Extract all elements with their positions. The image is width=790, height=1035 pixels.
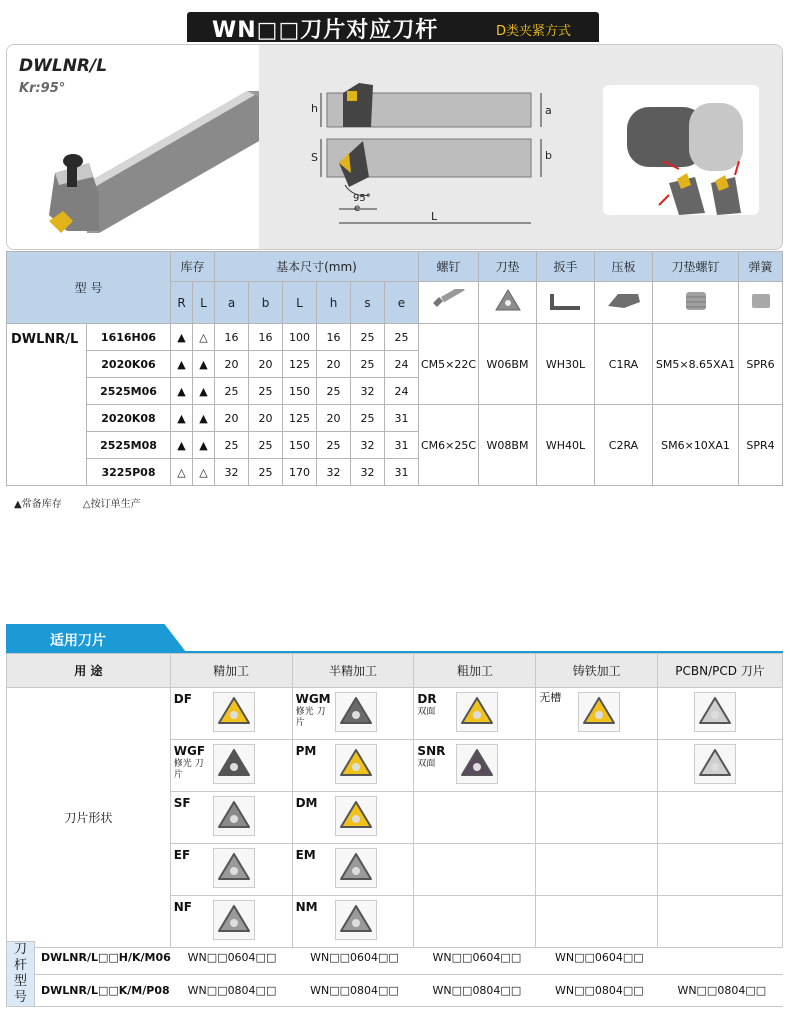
insert-cell: [170, 844, 292, 896]
table-row-code: 2525M06: [87, 378, 171, 405]
holder-insert-cell: WN□□0804□□: [171, 974, 293, 1007]
approach-angle: Kr:95°: [19, 81, 66, 96]
insert-image: [456, 692, 498, 732]
table-row-code: 2020K08: [87, 405, 171, 432]
part-header-clamp: 压板: [595, 252, 653, 282]
shape-row-label: 刀片形状: [7, 688, 171, 948]
insert-image: [213, 744, 255, 784]
part-header-shim-screw: 刀垫螺钉: [653, 252, 739, 282]
model-header: 型 号: [7, 252, 171, 324]
holder-insert-cell: WN□□0604□□: [171, 942, 293, 975]
col-cast-iron: 铸铁加工: [536, 654, 658, 688]
part-spring-cell: SPR6: [739, 324, 783, 405]
dim-s-header: s: [351, 282, 385, 324]
insert-cell: [658, 844, 783, 896]
part-screw-cell: CM5×22C: [419, 324, 479, 405]
tool-holder-illustration: [7, 45, 259, 250]
stock-r-cell: ▲: [171, 378, 193, 405]
holder-insert-cell: WN□□0804□□: [661, 974, 783, 1007]
dim-cell: 150: [283, 378, 317, 405]
product-photo-area: [7, 45, 259, 250]
dim-cell: 31: [385, 459, 419, 486]
stock-r-cell: ▲: [171, 324, 193, 351]
insert-shape-icon: [459, 747, 495, 781]
insert-table: [6, 653, 783, 948]
insert-cell: [414, 688, 536, 740]
holder-insert-cell: WN□□0804□□: [293, 974, 415, 1007]
table-row-code: 2020K06: [87, 351, 171, 378]
dim-cell: 100: [283, 324, 317, 351]
dim-a-label: a: [545, 104, 552, 117]
clamp-image: [595, 282, 653, 324]
insert-cell: [170, 688, 292, 740]
legend-order: △按订单生产: [82, 499, 141, 510]
dim-cell: 16: [215, 324, 249, 351]
dim-h-header: h: [317, 282, 351, 324]
dim-cell: 25: [215, 378, 249, 405]
dim-cell: 20: [249, 405, 283, 432]
dim-cell: 20: [215, 351, 249, 378]
part-screw-cell: CM6×25C: [419, 405, 479, 486]
shim-image: [479, 282, 537, 324]
dim-cell: 32: [351, 432, 385, 459]
col-finishing: 精加工: [170, 654, 292, 688]
holder-code-06: DWLNR/L□□H/K/M06: [35, 942, 171, 975]
insert-image: [213, 848, 255, 888]
model-cell: DWLNR/L: [7, 324, 87, 486]
col-pcbn-pcd: PCBN/PCD 刀片: [658, 654, 783, 688]
dim-b-header: b: [249, 282, 283, 324]
stock-r-cell: ▲: [171, 351, 193, 378]
dim-cell: 32: [351, 459, 385, 486]
insert-code: EF: [173, 848, 191, 862]
insert-shape-icon: [216, 903, 252, 937]
insert-cell: [536, 844, 658, 896]
dim-cell: 31: [385, 432, 419, 459]
insert-image: [335, 796, 377, 836]
usage-header: 用 途: [7, 654, 171, 688]
dim-cell: 25: [351, 324, 385, 351]
insert-cell: [658, 740, 783, 792]
dim-cell: 20: [249, 351, 283, 378]
part-shim-screw-cell: SM6×10XA1: [653, 405, 739, 486]
shim-screw-icon: [676, 288, 716, 314]
dim-cell: 25: [215, 432, 249, 459]
insert-shape-icon: [697, 695, 733, 729]
dim-cell: 25: [317, 432, 351, 459]
clamp-icon: [604, 288, 644, 314]
dim-cell: 125: [283, 405, 317, 432]
dim-cell: 24: [385, 351, 419, 378]
stock-r-cell: △: [171, 459, 193, 486]
insert-image: [335, 744, 377, 784]
insert-image: [694, 744, 736, 784]
insert-code: NM: [295, 900, 318, 914]
spring-icon: [746, 288, 776, 314]
insert-note: 修光 刀片: [295, 707, 326, 728]
insert-shape-icon: [216, 851, 252, 885]
holder-table: [6, 941, 783, 1007]
col-roughing: 粗加工: [414, 654, 536, 688]
insert-code: DF: [173, 692, 192, 706]
dim-h-label: h: [311, 102, 318, 115]
insert-shape-icon: [338, 695, 374, 729]
insert-shape-icon: [338, 747, 374, 781]
dim-e-label: e: [354, 203, 361, 214]
part-clamp-cell: C1RA: [595, 324, 653, 405]
stock-l-cell: ▲: [193, 351, 215, 378]
insert-cell: [292, 688, 414, 740]
dim-cell: 25: [351, 405, 385, 432]
stock-l-cell: ▲: [193, 378, 215, 405]
insert-code: DM: [295, 796, 318, 810]
dim-l-label: L: [431, 210, 438, 223]
insert-cell: [414, 740, 536, 792]
screw-icon: [429, 289, 469, 313]
dims-header: 基本尺寸(mm): [215, 252, 419, 282]
insert-cell: [170, 792, 292, 844]
part-clamp-cell: C2RA: [595, 405, 653, 486]
dim-cell: 25: [317, 378, 351, 405]
insert-image: [456, 744, 498, 784]
dim-cell: 32: [317, 459, 351, 486]
dim-cell: 16: [249, 324, 283, 351]
insert-shape-icon: [338, 851, 374, 885]
dim-cell: 32: [215, 459, 249, 486]
holder-insert-cell: [661, 942, 783, 975]
holder-code-08: DWLNR/L□□K/M/P08: [35, 974, 171, 1007]
insert-cell: [536, 896, 658, 948]
spec-table: [6, 251, 783, 486]
dim-cell: 20: [317, 405, 351, 432]
insert-shape-icon: [697, 747, 733, 781]
shim-icon: [488, 288, 528, 314]
holder-insert-cell: WN□□0804□□: [416, 974, 538, 1007]
product-overview-panel: [6, 44, 783, 250]
dim-cell: 16: [317, 324, 351, 351]
insert-shape-icon: [338, 799, 374, 833]
insert-shape-icon: [216, 799, 252, 833]
insert-code: SF: [173, 796, 191, 810]
insert-note: 无槽: [539, 691, 562, 704]
insert-cell: [170, 896, 292, 948]
part-spring-cell: SPR4: [739, 405, 783, 486]
holder-insert-cell: WN□□0604□□: [293, 942, 415, 975]
insert-cell: [414, 792, 536, 844]
insert-code: WGF: [173, 744, 206, 758]
insert-image: [213, 900, 255, 940]
part-header-wrench: 扳手: [537, 252, 595, 282]
dim-e-header: e: [385, 282, 419, 324]
wrench-image: [537, 282, 595, 324]
dim-cell: 20: [215, 405, 249, 432]
clamp-type-label: D类夹紧方式: [496, 24, 572, 39]
insert-code: PM: [295, 744, 317, 758]
part-wrench-cell: WH30L: [537, 324, 595, 405]
stock-l-header: L: [193, 282, 215, 324]
table-row-code: 3225P08: [87, 459, 171, 486]
dim-cell: 32: [351, 378, 385, 405]
insert-cell: [658, 688, 783, 740]
table-row-code: 1616H06: [87, 324, 171, 351]
holder-label-text: 刀杆型号: [13, 942, 27, 1005]
spring-image: [739, 282, 783, 324]
dim-cell: 125: [283, 351, 317, 378]
insert-image: [213, 692, 255, 732]
dim-cell: 150: [283, 432, 317, 459]
part-wrench-cell: WH40L: [537, 405, 595, 486]
insert-shape-icon: [338, 903, 374, 937]
dim-a-header: a: [215, 282, 249, 324]
insert-image: [335, 848, 377, 888]
dim-cell: 25: [249, 459, 283, 486]
insert-cell: [658, 792, 783, 844]
dim-cell: 25: [249, 378, 283, 405]
stock-header: 库存: [171, 252, 215, 282]
insert-image: [335, 900, 377, 940]
screw-image: [419, 282, 479, 324]
insert-shape-icon: [581, 695, 617, 729]
insert-cell: [414, 844, 536, 896]
dim-cell: 31: [385, 405, 419, 432]
part-shim-cell: W08BM: [479, 405, 537, 486]
legend-stock: ▲常备库存: [14, 499, 62, 510]
insert-cell: [292, 792, 414, 844]
dim-cell: 25: [385, 324, 419, 351]
dim-cell: 170: [283, 459, 317, 486]
stock-l-cell: ▲: [193, 405, 215, 432]
dim-s-label: S: [311, 151, 318, 164]
insert-cell: [292, 844, 414, 896]
insert-note: 修光 刀片: [173, 759, 204, 780]
insert-image: [578, 692, 620, 732]
part-shim-cell: W06BM: [479, 324, 537, 405]
insert-cell: [170, 740, 292, 792]
part-shim-screw-cell: SM5×8.65XA1: [653, 324, 739, 405]
insert-cell: [292, 896, 414, 948]
insert-section-title: 适用刀片: [50, 633, 106, 649]
stock-legend: [14, 495, 159, 510]
holder-insert-cell: WN□□0604□□: [538, 942, 660, 975]
insert-cell: [536, 740, 658, 792]
insert-code: EM: [295, 848, 316, 862]
dim-cell: 25: [351, 351, 385, 378]
holder-label: [7, 942, 35, 1007]
stock-r-cell: ▲: [171, 432, 193, 459]
dim-cell: 24: [385, 378, 419, 405]
holder-insert-cell: WN□□0604□□: [416, 942, 538, 975]
insert-shape-icon: [216, 695, 252, 729]
insert-cell: [658, 896, 783, 948]
insert-code: NF: [173, 900, 193, 914]
angle-label: 95°: [353, 193, 371, 204]
dim-cell: 20: [317, 351, 351, 378]
holder-insert-cell: WN□□0804□□: [538, 974, 660, 1007]
part-header-shim: 刀垫: [479, 252, 537, 282]
dimension-drawing: [259, 45, 783, 250]
dim-cell: 25: [249, 432, 283, 459]
stock-l-cell: ▲: [193, 432, 215, 459]
stock-l-cell: △: [193, 459, 215, 486]
insert-cell: [292, 740, 414, 792]
dim-l-header: L: [283, 282, 317, 324]
insert-image: [213, 796, 255, 836]
stock-r-header: R: [171, 282, 193, 324]
table-row-code: 2525M08: [87, 432, 171, 459]
insert-code: WGM: [295, 692, 331, 706]
dimension-drawing-area: [259, 45, 783, 250]
insert-shape-icon: [459, 695, 495, 729]
part-header-spring: 弹簧: [739, 252, 783, 282]
stock-l-cell: △: [193, 324, 215, 351]
shim-screw-image: [653, 282, 739, 324]
insert-cell: [414, 896, 536, 948]
insert-shape-icon: [216, 747, 252, 781]
insert-image: [335, 692, 377, 732]
insert-note: 双面: [417, 707, 436, 717]
dim-b-label: b: [545, 149, 552, 162]
page-title: WN□□刀片对应刀杆: [212, 18, 439, 43]
stock-r-cell: ▲: [171, 405, 193, 432]
insert-code: DR: [417, 692, 437, 706]
insert-note: 双面: [417, 759, 436, 769]
insert-cell: [536, 792, 658, 844]
wrench-icon: [546, 288, 586, 314]
product-model: DWLNR/L: [19, 56, 108, 76]
insert-image: [694, 692, 736, 732]
col-semi-finishing: 半精加工: [292, 654, 414, 688]
insert-cell: [536, 688, 658, 740]
insert-code: SNR: [417, 744, 446, 758]
part-header-screw: 螺钉: [419, 252, 479, 282]
